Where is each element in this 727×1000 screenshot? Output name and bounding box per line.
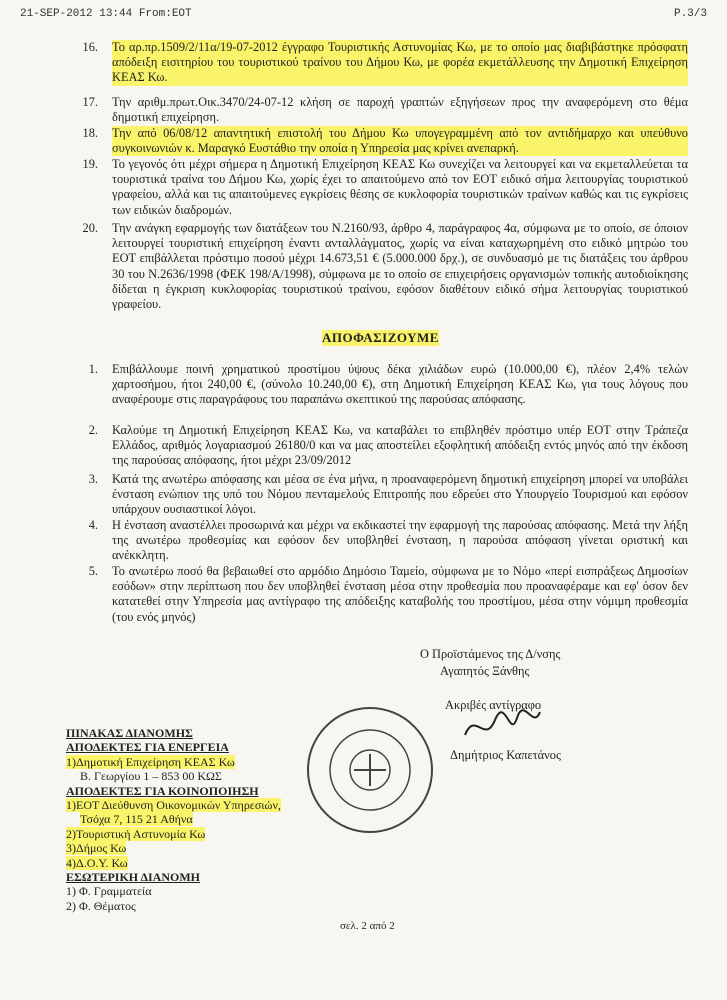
decision-item: 4. Η ένσταση αναστέλλει προσωρινά και μέχρι να εκδικαστεί την εφαρμογή της παρούσας απόφασης. Μετά την λήξη της ανωτέρω προθεσμίας και εφόσον δεν υποβληθεί ένσταση, η παρούσα απόφαση γίνεται οριστική και ανέκκλητη. — [88, 518, 688, 563]
action-recipients-title: ΑΠΟΔΕΚΤΕΣ ΓΙΑ ΕΝΕΡΓΕΙΑ — [66, 740, 229, 755]
decision-text: Το ανωτέρω ποσό θα βεβαιωθεί στο αρμόδιο Δημόσιο Ταμείο, σύμφωνα με το Νόμο «περί εισπράξεως Δημοσίων εσόδων» στην περίπτωση που δεν υποβληθεί ένσταση μέσα στην προθεσμία που προαναφέραμε και εφ' όσον δεν κατατεθεί στην Υπηρεσία μας αντίγραφο της απόδειξης καταβολής του προστίμου, μέσα στην νόμιμη προθεσμία (του ενός μηνός) — [112, 564, 688, 624]
signature-scribble — [455, 700, 545, 750]
true-copy-label: Ακριβές αντίγραφο — [445, 698, 542, 712]
internal-distribution-title: ΕΣΩΤΕΡΙΚΗ ΔΙΑΝΟΜΗ — [66, 870, 200, 885]
list-item: 18. Την από 06/08/12 απαντητική επιστολή του Δήμου Κω υπογεγραμμένη από τον αντιδήμαρχο και υπεύθυνο συγκοινωνιών κ. Μαραγκό Ευστάθιο την οποία η Υπηρεσία μας κρίνει ανεπαρκή. — [82, 126, 688, 156]
copy-signatory-name: Δημήτριος Καπετάνος — [450, 748, 561, 762]
item-text: Την ανάγκη εφαρμογής των διατάξεων του Ν.2160/93, άρθρο 4, παράγραφος 4α, σύμφωνα με το οποίο, σε όποιον λειτουργεί τουριστική επιχείρηση έναντι ανταλλάγματος, χωρίς να είναι καταχωρημένη στο ειδικό μητρώο του ΕΟΤ επιβάλλεται πρόστιμο ποσού μέχρι 14.673,51 € (5.000.000 δρχ.), σε συνδυασμό με τις διατάξεις του άρθρου 30 του Ν.2636/1998 (ΦΕΚ 198/Α/1998), σύμφωνα με το οποίο σε επιχειρήσεις οργανισμών τοπικής αυτοδιοίκησης δίδεται η έγκριση κυκλοφορίας τουριστικού τραίνου, εφόσον διαθέτουν ειδικό σήμα λειτουργίας τουριστικού γραφείου. — [112, 221, 688, 312]
decision-item: 2. Καλούμε τη Δημοτική Επιχείρηση ΚΕΑΣ Κω, να καταβάλει το επιβληθέν πρόστιμο υπέρ ΕΟΤ στην Τράπεζα Ελλάδος, αριθμός λογαριασμού 26180/0 και να μας αποστείλει εξοφλητική απόδειξη εντός μηνός από την έκδοση της παρούσας απόφασης, ήτοι μέχρι 23/09/2012 — [88, 423, 688, 468]
distribution-list — [66, 726, 366, 913]
decision-text: Καλούμε τη Δημοτική Επιχείρηση ΚΕΑΣ Κω, να καταβάλει το επιβληθέν πρόστιμο υπέρ ΕΟΤ στην Τράπεζα Ελλάδος, αριθμός λογαριασμού 26180/0 και να μας αποστείλει εξοφλητική απόδειξη εντός μηνός από την έκδοση της παρούσας απόφασης, ήτοι μέχρι 23/09/2012 — [112, 423, 688, 468]
signatory-title: Ο Προϊστάμενος της Δ/νσης — [420, 647, 561, 661]
decision-text: Η ένσταση αναστέλλει προσωρινά και μέχρι να εκδικαστεί την εφαρμογή της παρούσας απόφασης. Μετά την λήξη της ανωτέρω προθεσμίας και εφόσον δεν υποβληθεί ένσταση, η παρούσα απόφαση γίνεται οριστική και ανέκκλητη. — [112, 518, 688, 563]
fax-page-number: P.3/3 — [673, 8, 707, 20]
notify-recipient: 4)Δ.Ο.Υ. Κω — [66, 855, 128, 870]
list-item: 19. Το γεγονός ότι μέχρι σήμερα η Δημοτική Επιχείρηση ΚΕΑΣ Κω συνεχίζει να λειτουργεί και να εκμεταλλεύεται τα τουριστικά τραίνα του Δήμου Κω, χωρίς έχει το απαιτούμενο από τον ΕΟΤ ειδικό σήμα λειτουργίας τουριστικού γραφείου, αλλά και τις απαιτούμενες εγκρίσεις θέσης σε κυκλοφορία τουριστικών τραίνων καθώς και τις εγκρίσεις των ειδικών διαδρομών. — [82, 157, 688, 217]
item-text: Το γεγονός ότι μέχρι σήμερα η Δημοτική Επιχείρηση ΚΕΑΣ Κω συνεχίζει να λειτουργεί και να εκμεταλλεύεται τα τουριστικά τραίνα του Δήμου Κω, χωρίς έχει το απαιτούμενο από τον ΕΟΤ ειδικό σήμα λειτουργίας τουριστικού γραφείου, αλλά και τις απαιτούμενες εγκρίσεις θέσης σε κυκλοφορία τουριστικών τραίνων καθώς και τις εγκρίσεις των ειδικών διαδρομών. — [112, 157, 688, 217]
action-recipient-address: Β. Γεωργίου 1 – 853 00 ΚΩΣ — [80, 769, 222, 784]
item-text: Το αρ.πρ.1509/2/11α/19-07-2012 έγγραφο Τουριστικής Αστυνομίας Κω, με το οποίο μας διαβιβάστηκε πρόσφατη απόδειξη εισιτηρίου του τουριστικού τραίνου του Δήμου Κω, με φορέα εκμετάλλευσης την Δημοτική Επιχείρηση ΚΕΑΣ Κω. — [112, 40, 688, 85]
signatory-name: Αγαπητός Ξάνθης — [440, 664, 530, 678]
decision-item: 1. Επιβάλλουμε ποινή χρηματικού προστίμου ύψους δέκα χιλιάδων ευρώ (10.000,00 €), πλέον 2,4% τελών χαρτοσήμου, ήτοι 240,00 €, (σύνολο 10.240,00 €), στη Δημοτική Επιχείρηση ΚΕΑΣ Κω, για τους λόγους που αναφέρουμε στις παραγράφους του παραπάνω σκεπτικού της παρούσας απόφασης. — [88, 362, 688, 407]
fax-timestamp: 21-SEP-2012 13:44 From:EOT — [20, 8, 192, 20]
notify-recipient: 3)Δήμος Κω — [66, 841, 127, 856]
list-item: 16. Το αρ.πρ.1509/2/11α/19-07-2012 έγγραφο Τουριστικής Αστυνομίας Κω, με το οποίο μας διαβιβάστηκε πρόσφατη απόδειξη εισιτηρίου του τουριστικού τραίνου του Δήμου Κω, με φορέα εκμετάλλευσης την Δημοτική Επιχείρηση ΚΕΑΣ Κω. — [82, 40, 688, 85]
item-text: Την από 06/08/12 απαντητική επιστολή του Δήμου Κω υπογεγραμμένη από τον αντιδήμαρχο και υπεύθυνο συγκοινωνιών κ. Μαραγκό Ευστάθιο την οποία η Υπηρεσία μας κρίνει ανεπαρκή. — [112, 126, 688, 156]
notify-recipient-address: Τσόχα 7, 115 21 Αθήνα — [80, 812, 193, 827]
list-item: 20. Την ανάγκη εφαρμογής των διατάξεων του Ν.2160/93, άρθρο 4, παράγραφος 4α, σύμφωνα με το οποίο, σε όποιον λειτουργεί τουριστική επιχείρηση έναντι ανταλλάγματος, χωρίς να είναι καταχωρημένη στο ειδικό μητρώο του ΕΟΤ επιβάλλεται πρόστιμο ποσού μέχρι 14.673,51 € (5.000.000 δρχ.), σε συνδυασμό με τις διατάξεις του άρθρου 30 του Ν.2636/1998 (ΦΕΚ 198/Α/1998), σύμφωνα με το οποίο σε επιχειρήσεις οργανισμών τοπικής αυτοδιοίκησης δίδεται η έγκριση κυκλοφορίας τουριστικού τραίνου, εφόσον διαθέτουν ειδικό σήμα λειτουργίας τουριστικού γραφείου. — [82, 221, 688, 312]
internal-recipient: 2) Φ. Θέματος — [66, 898, 136, 913]
decision-heading: ΑΠΟΦΑΣΙΖΟΥΜΕ — [322, 330, 439, 345]
notify-recipients-title: ΑΠΟΔΕΚΤΕΣ ΓΙΑ ΚΟΙΝΟΠΟΙΗΣΗ — [66, 783, 259, 798]
decision-item: 5. Το ανωτέρω ποσό θα βεβαιωθεί στο αρμόδιο Δημόσιο Ταμείο, σύμφωνα με το Νόμο «περί εισπράξεως Δημοσίων εσόδων» στην περίπτωση που δεν υποβληθεί ένσταση μέσα στην προθεσμία που προαναφέραμε και εφ' όσον δεν κατατεθεί στην Υπηρεσία μας αντίγραφο της απόδειξης καταβολής του προστίμου, μέσα στην νόμιμη προθεσμία (του ενός μηνός) — [88, 564, 688, 624]
item-text: Την αριθμ.πρωτ.Οικ.3470/24-07-12 κλήση σε παροχή γραπτών εξηγήσεων προς την αναφερόμενη στο θέμα δημοτική επιχείρηση. — [112, 95, 688, 125]
fax-header — [20, 8, 707, 22]
internal-recipient: 1) Φ. Γραμματεία — [66, 884, 152, 899]
notify-recipient: 2)Τουριστική Αστυνομία Κω — [66, 826, 206, 841]
page-footer: σελ. 2 από 2 — [340, 920, 395, 932]
action-recipient: 1)Δημοτική Επιχείρηση ΚΕΑΣ Κω — [66, 754, 235, 769]
distribution-title: ΠΙΝΑΚΑΣ ΔΙΑΝΟΜΗΣ — [66, 726, 193, 740]
decision-item: 3. Κατά της ανωτέρω απόφασης και μέσα σε ένα μήνα, η προαναφερόμενη δημοτική επιχείρηση μπορεί να υποβάλει ένσταση ενώπιον της υπό του Νόμου πενταμελούς Επιτροπής που εδρεύει στο Υπουργείο Τουρισμού και εφόσον υπάρχουν ουσιαστικοί λόγοι. — [88, 472, 688, 517]
list-item: 17. Την αριθμ.πρωτ.Οικ.3470/24-07-12 κλήση σε παροχή γραπτών εξηγήσεων προς την αναφερόμενη στο θέμα δημοτική επιχείρηση. — [82, 95, 688, 125]
notify-recipient: 1)ΕΟΤ Διεύθυνση Οικονομικών Υπηρεσιών, — [66, 798, 281, 813]
decision-text: Επιβάλλουμε ποινή χρηματικού προστίμου ύψους δέκα χιλιάδων ευρώ (10.000,00 €), πλέον 2,4% τελών χαρτοσήμου, ήτοι 240,00 €, (σύνολο 10.240,00 €), στη Δημοτική Επιχείρηση ΚΕΑΣ Κω, για τους λόγους που αναφέρουμε στις παραγράφους του παραπάνω σκεπτικού της παρούσας απόφασης. — [112, 362, 688, 407]
decision-text: Κατά της ανωτέρω απόφασης και μέσα σε ένα μήνα, η προαναφερόμενη δημοτική επιχείρηση μπορεί να υποβάλει ένσταση ενώπιον της υπό του Νόμου πενταμελούς Επιτροπής που εδρεύει στο Υπουργείο Τουρισμού και εφόσον υπάρχουν ουσιαστικοί λόγοι. — [112, 472, 688, 517]
